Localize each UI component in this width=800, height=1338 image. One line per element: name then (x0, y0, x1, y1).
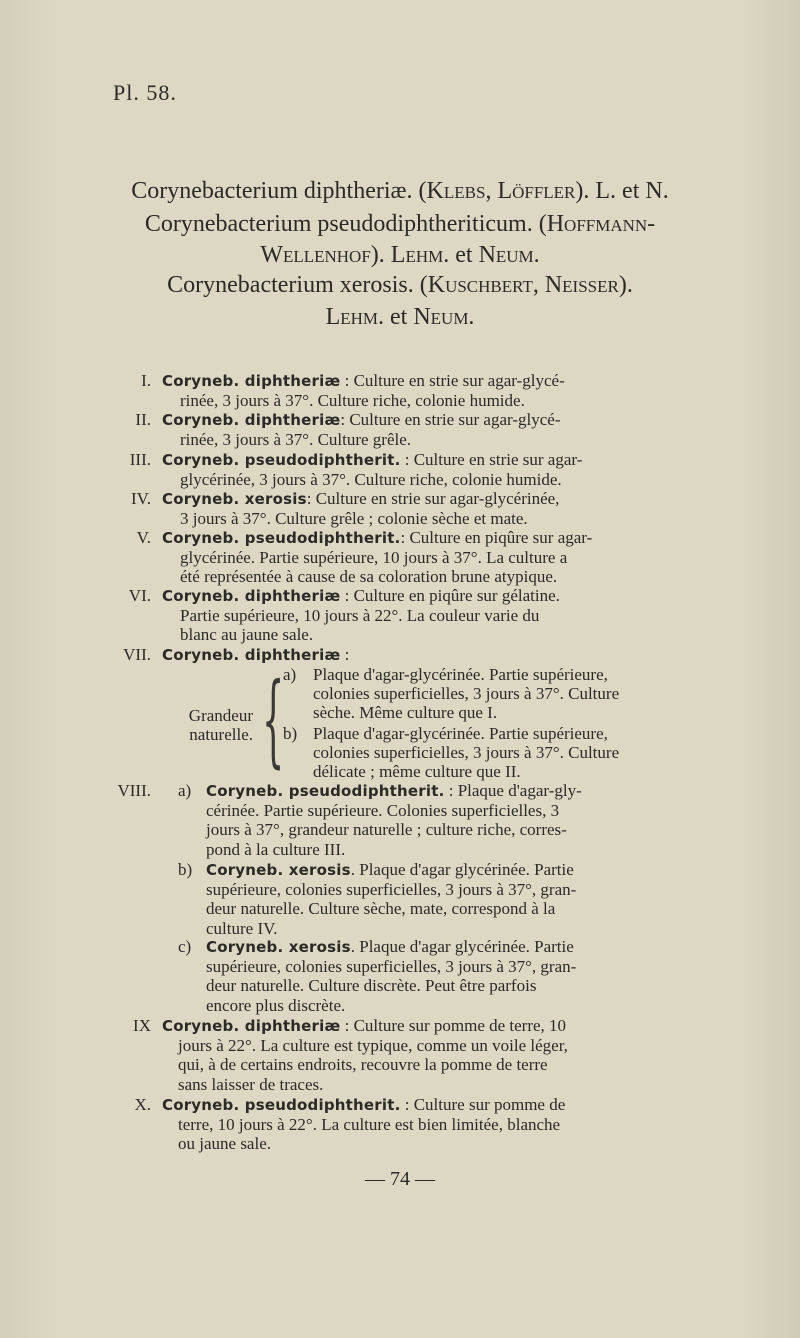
entry-VIII-c-label: c) (178, 937, 192, 956)
entry-VI: Coryneb. diphtheriæ : Culture en piqûre sur gélatine. Partie supérieure, 10 jours à 22°. La couleur varie du blanc au jaune sale. (162, 586, 560, 645)
entry-IV: Coryneb. xerosis: Culture en strie sur agar-glycérinée, 3 jours à 37°. Culture grêle ; colonie sèche et mate. (162, 489, 560, 529)
title-line-2: Corynebacterium pseudodiphtheriticum. (Hoffmann- (144, 211, 656, 237)
entry-VIII-b-label: b) (178, 860, 193, 879)
entry-II: Coryneb. diphtheriæ: Culture en strie sur agar-glycé- rinée, 3 jours à 37°. Culture grêle. (162, 410, 561, 450)
entry-VII-a: Plaque d'agar-glycérinée. Partie supérieure, colonies superficielles, 3 jours à 37°. Culture sèche. Même culture que I. (313, 665, 620, 723)
entry-IX: Coryneb. diphtheriæ : Culture sur pomme de terre, 10 jours à 22°. La culture est typique, comme un voile léger, qui, à de certains endroits, recouvre la pomme de terre sans laisser de traces. (162, 1016, 568, 1094)
entry-I: Coryneb. diphtheriæ : Culture en strie sur agar-glycé- rinée, 3 jours à 37°. Culture riche, colonie humide. (162, 371, 565, 411)
brace-icon: { (262, 661, 285, 778)
brace-side-label: Grandeur naturelle. (188, 706, 253, 745)
title-line-5: Lehm. et Neum. (325, 304, 475, 330)
entry-V: Coryneb. pseudodiphtherit.: Culture en piqûre sur agar- glycérinée. Partie supérieure, 10 jours à 37°. La culture a été représentée à cause de sa coloration brune atypique. (162, 528, 593, 587)
entry-number: V. (136, 528, 151, 547)
entry-number: III. (129, 450, 151, 469)
entry-VII-b: Plaque d'agar-glycérinée. Partie supérieure, colonies superficielles, 3 jours à 37°. Culture délicate ; même culture que II. (313, 724, 620, 782)
entry-number: X. (134, 1095, 151, 1114)
entry-number: IX (133, 1016, 151, 1035)
entry-VIII-c: Coryneb. xerosis. Plaque d'agar glycérinée. Partie supérieure, colonies superficielles, 3 jours à 37°, gran- deur naturelle. Culture discrète. Peut être parfois encore plus discrète. (206, 937, 577, 1015)
entry-VIII-a: Coryneb. pseudodiphtherit. : Plaque d'agar-gly- cérinée. Partie supérieure. Colonies superficielles, 3 jours à 37°, grandeur naturelle ; culture riche, corres- pond à la culture III. (206, 781, 582, 859)
entry-VIII-a-label: a) (178, 781, 192, 800)
entry-III: Coryneb. pseudodiphtherit. : Culture en strie sur agar- glycérinée, 3 jours à 37°. Culture riche, colonie humide. (162, 450, 583, 490)
entry-X: Coryneb. pseudodiphtherit. : Culture sur pomme de terre, 10 jours à 22°. La culture est bien limitée, blanche ou jaune sale. (162, 1095, 566, 1154)
entry-number: VIII. (117, 781, 151, 800)
entry-number: IV. (131, 489, 151, 508)
entry-number: I. (141, 371, 151, 390)
title-line-4: Corynebacterium xerosis. (Kuschbert, Neisser). (167, 272, 633, 298)
entry-VIII-b: Coryneb. xerosis. Plaque d'agar glycérinée. Partie supérieure, colonies superficielles, 3 jours à 37°, gran- deur naturelle. Culture sèche, mate, correspond à la culture IV. (206, 860, 577, 938)
entry-VII-a-label: a) (283, 665, 297, 684)
entry-number: VI. (128, 586, 151, 605)
page-number: — 74 — (365, 1168, 435, 1190)
title-line-1: Corynebacterium diphtheriæ. (Klebs, Löffler). L. et N. (131, 178, 669, 204)
plate-number: Pl. 58. (113, 80, 177, 105)
entry-VII-b-label: b) (283, 724, 298, 743)
entry-number: VII. (123, 645, 151, 664)
entry-VII-heading: Coryneb. diphtheriæ : (162, 645, 350, 664)
title-line-3: Wellenhof). Lehm. et Neum. (260, 242, 540, 268)
entry-number: II. (135, 410, 151, 429)
